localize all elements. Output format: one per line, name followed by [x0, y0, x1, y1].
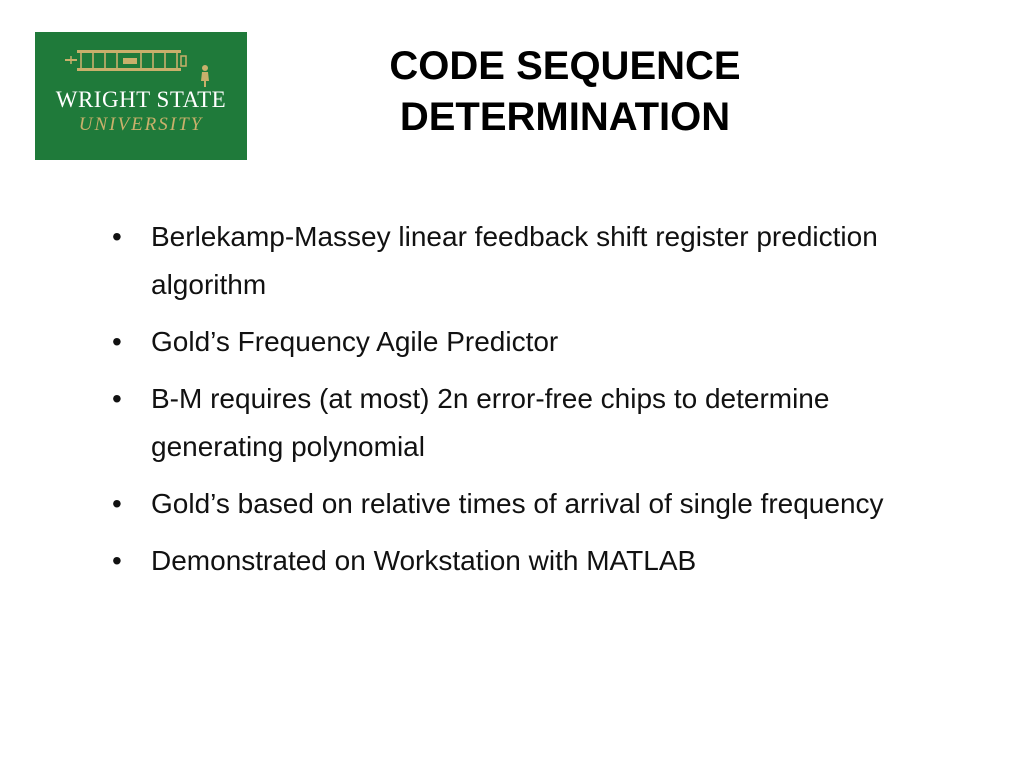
- bullet-marker: •: [112, 326, 122, 357]
- slide-title: [300, 41, 830, 143]
- bullet-text: Gold’s based on relative times of arrival of single frequency: [151, 488, 884, 519]
- bullet-item: [112, 480, 912, 528]
- bullet-text: Berlekamp-Massey linear feedback shift register prediction algorithm: [151, 221, 878, 300]
- bullet-text: Demonstrated on Workstation with MATLAB: [151, 545, 697, 576]
- bullet-item: [112, 537, 912, 585]
- bullet-text: Gold’s Frequency Agile Predictor: [151, 326, 559, 357]
- bullet-marker: •: [112, 545, 122, 576]
- bullet-marker: •: [112, 221, 122, 252]
- slide-title-line2: DETERMINATION: [399, 95, 731, 139]
- bullet-item: [112, 213, 912, 309]
- bullet-marker: •: [112, 488, 122, 519]
- logo-wordmark-line1: WRIGHT STATE: [55, 87, 227, 112]
- logo-wordmark-line2: UNIVERSITY: [78, 114, 204, 135]
- wright-state-logo: [35, 32, 247, 160]
- bullet-list: [112, 213, 912, 594]
- bullet-text: B-M requires (at most) 2n error-free chips to determine generating polynomial: [151, 383, 830, 462]
- bullet-marker: •: [112, 383, 122, 414]
- slide-title-line1: CODE SEQUENCE: [389, 44, 741, 88]
- bullet-item: [112, 318, 912, 366]
- bullet-item: [112, 375, 912, 471]
